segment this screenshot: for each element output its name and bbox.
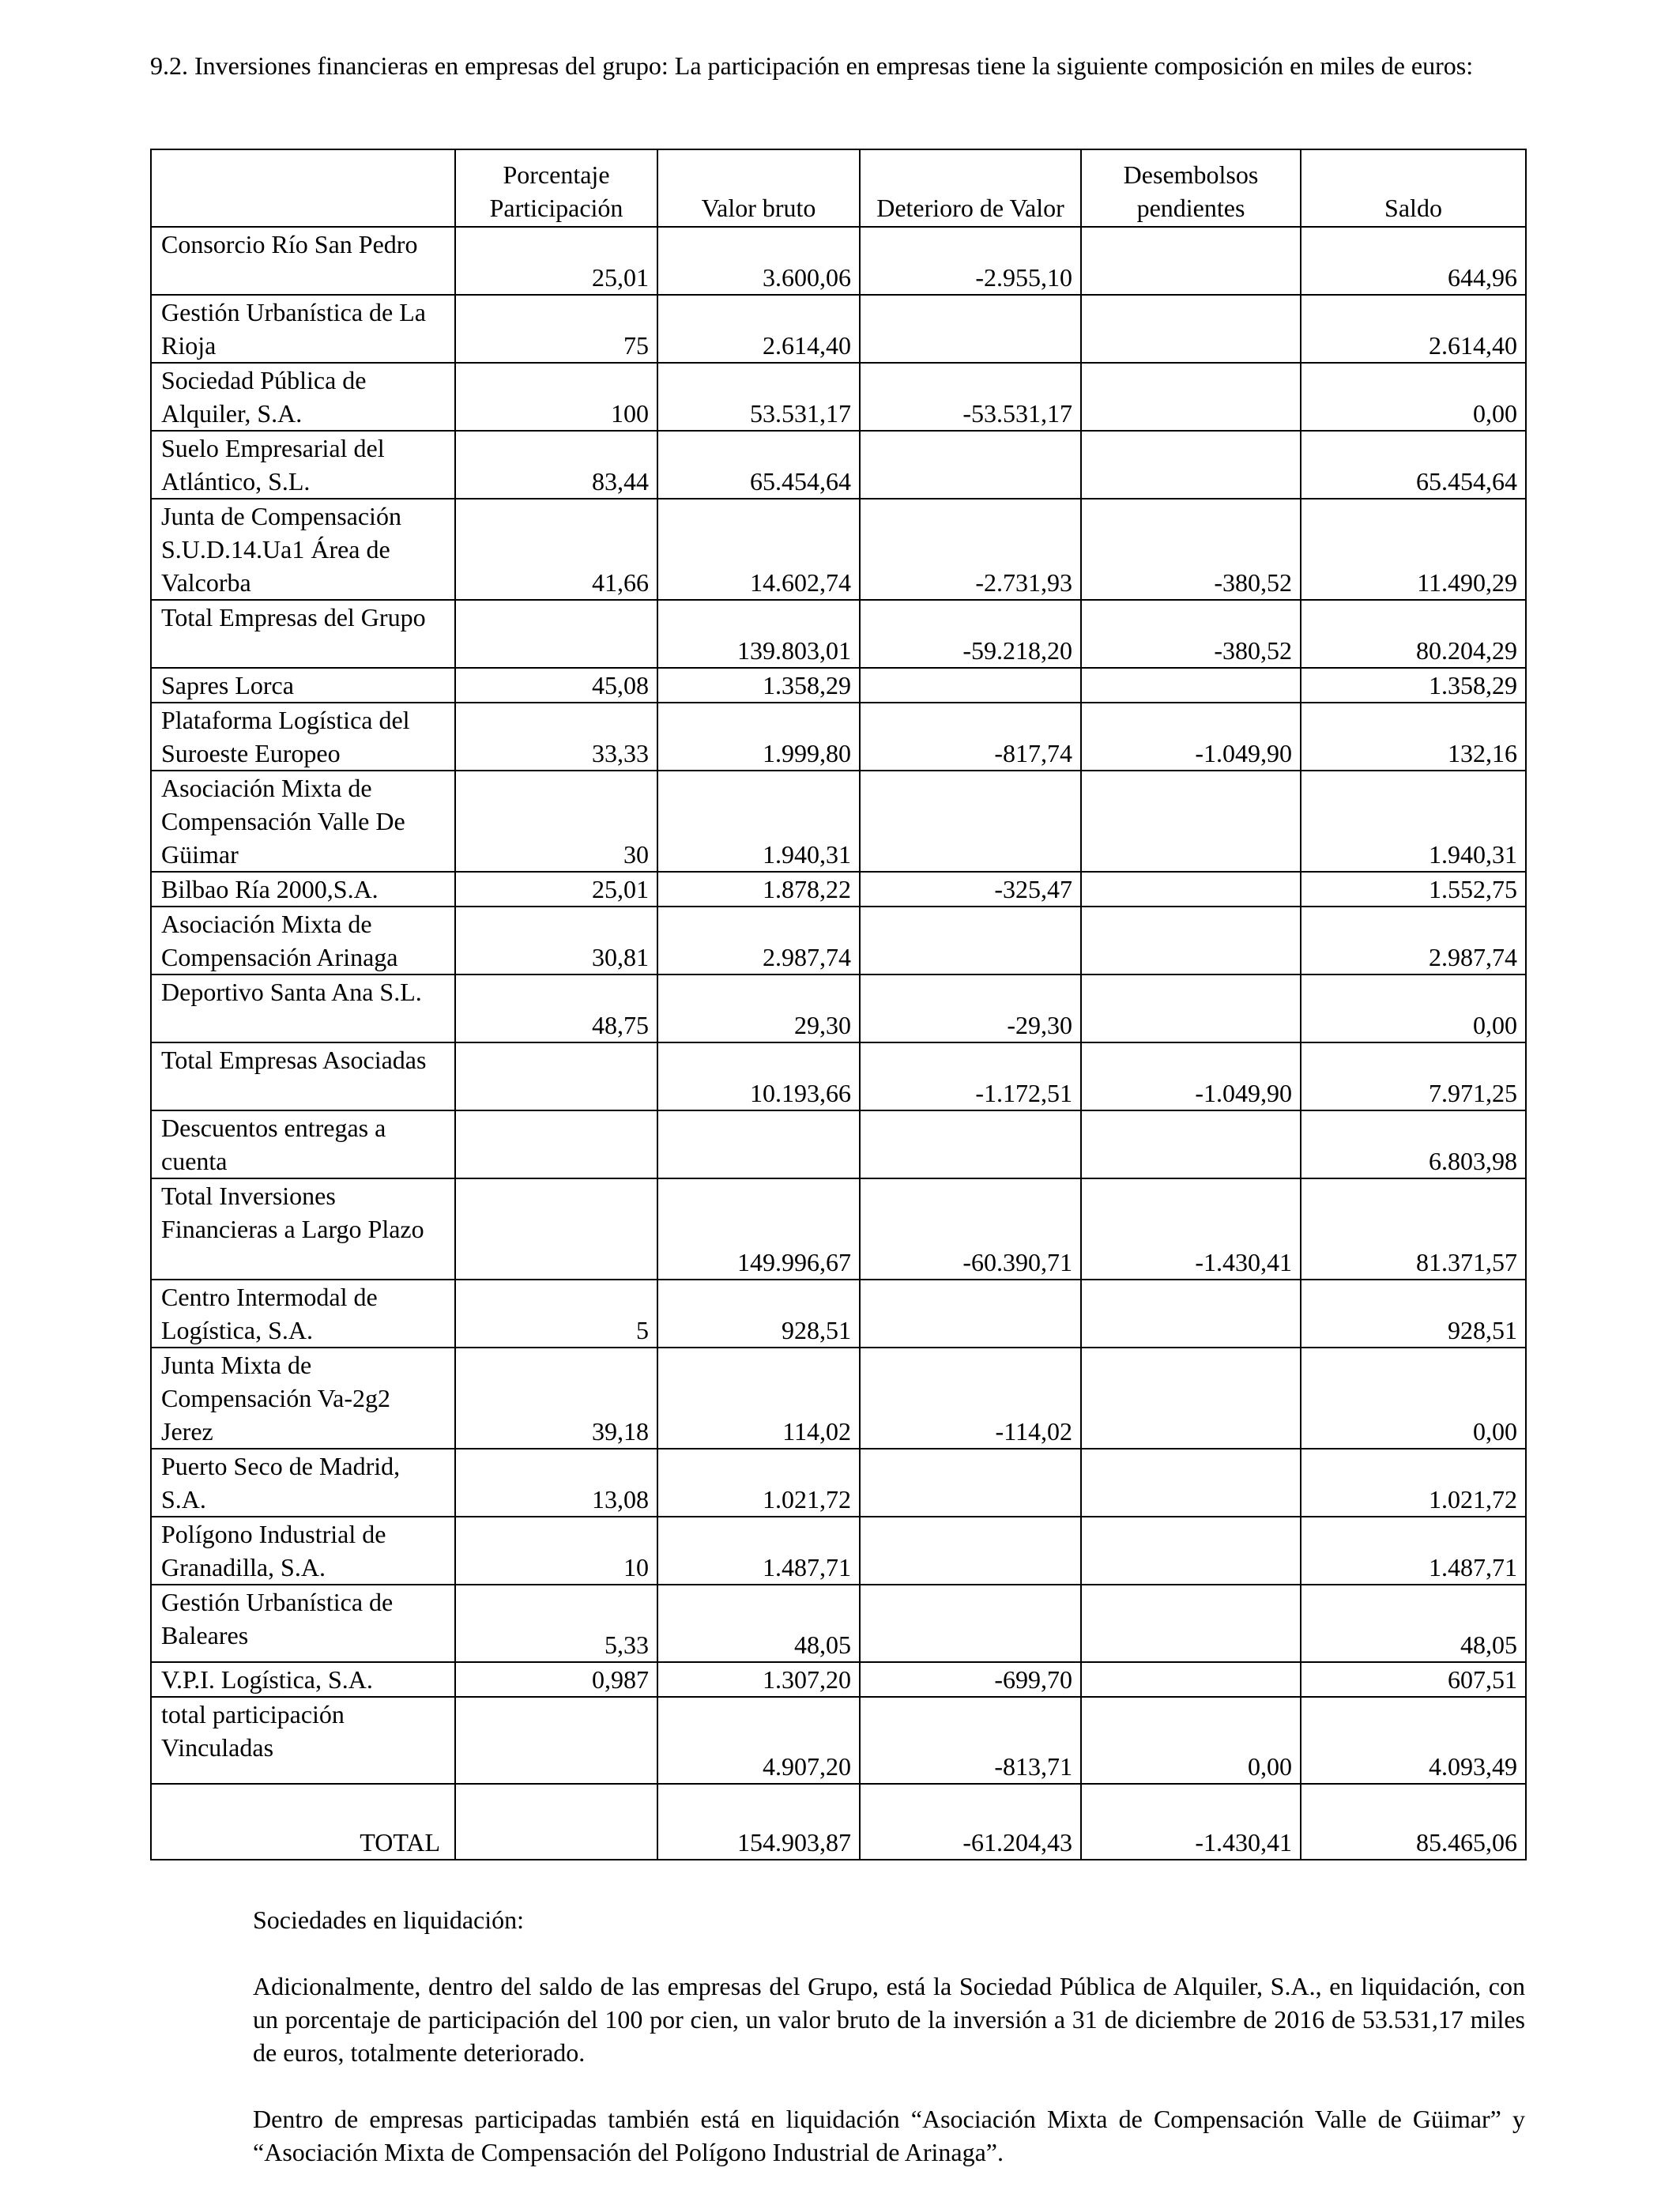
cell-saldo: 4.093,49 [1301, 1697, 1526, 1784]
cell-saldo: 1.487,71 [1301, 1517, 1526, 1585]
cell-deterioro: -29,30 [860, 974, 1081, 1042]
cell-pct: 48,75 [455, 974, 657, 1042]
cell-bruto: 149.996,67 [657, 1178, 860, 1280]
cell-name: Gestión Urbanística de La Rioja [151, 295, 455, 363]
cell-name: Descuentos entregas a cuenta [151, 1110, 455, 1178]
cell-deterioro: -813,71 [860, 1697, 1081, 1784]
cell-name: Total Empresas Asociadas [151, 1042, 455, 1110]
cell-deterioro [860, 771, 1081, 872]
cell-saldo: 0,00 [1301, 363, 1526, 431]
cell-saldo: 11.490,29 [1301, 499, 1526, 600]
cell-saldo: 7.971,25 [1301, 1042, 1526, 1110]
cell-desembolsos [1081, 431, 1301, 499]
cell-pct: 45,08 [455, 668, 657, 703]
cell-desembolsos: -380,52 [1081, 499, 1301, 600]
table-row [151, 974, 1526, 1042]
cell-saldo: 928,51 [1301, 1280, 1526, 1348]
cell-name: V.P.I. Logística, S.A. [151, 1662, 455, 1697]
cell-bruto: 139.803,01 [657, 600, 860, 668]
table-row [151, 771, 1526, 872]
cell-name: Sociedad Pública de Alquiler, S.A. [151, 363, 455, 431]
cell-pct [455, 600, 657, 668]
cell-name: Deportivo Santa Ana S.L. [151, 974, 455, 1042]
intro-text: 9.2. Inversiones financieras en empresas del grupo: La participación en empresas tiene la siguiente composición en miles de euros: [150, 51, 1474, 80]
total-deterioro: -61.204,43 [860, 1784, 1081, 1860]
cell-deterioro [860, 431, 1081, 499]
cell-saldo: 607,51 [1301, 1662, 1526, 1697]
table-row [151, 431, 1526, 499]
cell-name: Asociación Mixta de Compensación Arinaga [151, 907, 455, 974]
cell-name: Total Empresas del Grupo [151, 600, 455, 668]
cell-pct: 41,66 [455, 499, 657, 600]
cell-desembolsos [1081, 295, 1301, 363]
total-bruto: 154.903,87 [657, 1784, 860, 1860]
table-row [151, 1110, 1526, 1178]
cell-name: Bilbao Ría 2000,S.A. [151, 872, 455, 907]
cell-deterioro: -699,70 [860, 1662, 1081, 1697]
cell-desembolsos [1081, 363, 1301, 431]
table-row [151, 872, 1526, 907]
cell-saldo: 2.614,40 [1301, 295, 1526, 363]
table-row [151, 499, 1526, 600]
cell-pct [455, 1697, 657, 1784]
cell-name: Plataforma Logística del Suroeste Europeo [151, 703, 455, 771]
cell-desembolsos [1081, 771, 1301, 872]
cell-saldo: 1.940,31 [1301, 771, 1526, 872]
table-row [151, 1348, 1526, 1449]
cell-bruto: 2.987,74 [657, 907, 860, 974]
cell-desembolsos [1081, 1280, 1301, 1348]
cell-bruto: 29,30 [657, 974, 860, 1042]
cell-pct: 83,44 [455, 431, 657, 499]
cell-pct [455, 1110, 657, 1178]
cell-name: Asociación Mixta de Compensación Valle De Güimar [151, 771, 455, 872]
cell-desembolsos [1081, 1517, 1301, 1585]
cell-pct [455, 1042, 657, 1110]
total-label: TOTAL [151, 1784, 455, 1860]
cell-saldo: 1.021,72 [1301, 1449, 1526, 1517]
cell-desembolsos: 0,00 [1081, 1697, 1301, 1784]
cell-bruto: 65.454,64 [657, 431, 860, 499]
cell-pct: 0,987 [455, 1662, 657, 1697]
cell-bruto: 1.021,72 [657, 1449, 860, 1517]
cell-desembolsos [1081, 1110, 1301, 1178]
total-desembolsos: -1.430,41 [1081, 1784, 1301, 1860]
cell-bruto: 1.878,22 [657, 872, 860, 907]
table-row [151, 227, 1526, 295]
table-row [151, 907, 1526, 974]
cell-saldo: 48,05 [1301, 1585, 1526, 1662]
cell-pct: 30 [455, 771, 657, 872]
cell-deterioro: -1.172,51 [860, 1042, 1081, 1110]
cell-name: Suelo Empresarial del Atlántico, S.L. [151, 431, 455, 499]
cell-deterioro: -114,02 [860, 1348, 1081, 1449]
cell-deterioro: -53.531,17 [860, 363, 1081, 431]
participation-table [150, 149, 1527, 1860]
table-row [151, 1042, 1526, 1110]
cell-name: Sapres Lorca [151, 668, 455, 703]
cell-deterioro: -2.731,93 [860, 499, 1081, 600]
cell-name: Centro Intermodal de Logística, S.A. [151, 1280, 455, 1348]
cell-pct: 33,33 [455, 703, 657, 771]
header-porcentaje: Porcentaje Participación [455, 149, 657, 227]
cell-saldo: 0,00 [1301, 974, 1526, 1042]
cell-pct: 5 [455, 1280, 657, 1348]
cell-bruto: 2.614,40 [657, 295, 860, 363]
header-empresa [151, 149, 455, 227]
cell-desembolsos [1081, 1662, 1301, 1697]
table-row [151, 703, 1526, 771]
cell-pct: 25,01 [455, 227, 657, 295]
cell-saldo: 1.358,29 [1301, 668, 1526, 703]
cell-desembolsos: -1.049,90 [1081, 1042, 1301, 1110]
table-total-row [151, 1784, 1526, 1860]
cell-desembolsos [1081, 907, 1301, 974]
cell-bruto: 1.999,80 [657, 703, 860, 771]
cell-name: Junta Mixta de Compensación Va-2g2 Jerez [151, 1348, 455, 1449]
header-deterioro: Deterioro de Valor [860, 149, 1081, 227]
table-row [151, 1585, 1526, 1662]
table-row [151, 1662, 1526, 1697]
cell-name: total participación Vinculadas [151, 1697, 455, 1784]
cell-deterioro [860, 668, 1081, 703]
cell-name: Junta de Compensación S.U.D.14.Ua1 Área de Valcorba [151, 499, 455, 600]
cell-name: Total Inversiones Financieras a Largo Plazo [151, 1178, 455, 1280]
cell-deterioro: -60.390,71 [860, 1178, 1081, 1280]
cell-pct [455, 1178, 657, 1280]
cell-desembolsos [1081, 872, 1301, 907]
cell-bruto: 1.940,31 [657, 771, 860, 872]
cell-saldo: 6.803,98 [1301, 1110, 1526, 1178]
cell-deterioro: -59.218,20 [860, 600, 1081, 668]
table-row [151, 1178, 1526, 1280]
cell-desembolsos [1081, 1585, 1301, 1662]
table-body [151, 227, 1526, 1860]
table-header-row [151, 149, 1526, 227]
cell-bruto: 928,51 [657, 1280, 860, 1348]
cell-desembolsos [1081, 668, 1301, 703]
table-row [151, 1697, 1526, 1784]
paragraph-2: Dentro de empresas participadas también está en liquidación “Asociación Mixta de Compensación Valle de Güimar” y “Asociación Mixta de Compensación del Polígono Industrial de Arinaga”. [253, 2105, 1525, 2166]
cell-deterioro [860, 1517, 1081, 1585]
total-pct [455, 1784, 657, 1860]
cell-bruto: 53.531,17 [657, 363, 860, 431]
cell-desembolsos [1081, 1449, 1301, 1517]
cell-bruto: 48,05 [657, 1585, 860, 1662]
cell-name: Gestión Urbanística de Baleares [151, 1585, 455, 1662]
cell-bruto: 4.907,20 [657, 1697, 860, 1784]
cell-pct: 75 [455, 295, 657, 363]
cell-pct: 39,18 [455, 1348, 657, 1449]
cell-bruto: 1.307,20 [657, 1662, 860, 1697]
table-row [151, 1449, 1526, 1517]
cell-desembolsos: -380,52 [1081, 600, 1301, 668]
cell-saldo: 65.454,64 [1301, 431, 1526, 499]
cell-saldo: 132,16 [1301, 703, 1526, 771]
cell-name: Consorcio Río San Pedro [151, 227, 455, 295]
cell-deterioro [860, 907, 1081, 974]
cell-deterioro: -817,74 [860, 703, 1081, 771]
table-row [151, 600, 1526, 668]
table-row [151, 363, 1526, 431]
cell-pct: 25,01 [455, 872, 657, 907]
total-saldo: 85.465,06 [1301, 1784, 1526, 1860]
cell-bruto: 1.358,29 [657, 668, 860, 703]
cell-bruto: 114,02 [657, 1348, 860, 1449]
cell-bruto: 14.602,74 [657, 499, 860, 600]
cell-desembolsos: -1.430,41 [1081, 1178, 1301, 1280]
table-row [151, 1517, 1526, 1585]
table-row [151, 1280, 1526, 1348]
cell-deterioro [860, 1110, 1081, 1178]
cell-deterioro [860, 1449, 1081, 1517]
cell-deterioro [860, 1585, 1081, 1662]
cell-desembolsos [1081, 1348, 1301, 1449]
cell-deterioro: -325,47 [860, 872, 1081, 907]
cell-pct: 5,33 [455, 1585, 657, 1662]
cell-saldo: 80.204,29 [1301, 600, 1526, 668]
cell-bruto [657, 1110, 860, 1178]
cell-bruto: 1.487,71 [657, 1517, 860, 1585]
header-desembolsos: Desembolsos pendientes [1081, 149, 1301, 227]
cell-deterioro [860, 1280, 1081, 1348]
cell-desembolsos [1081, 227, 1301, 295]
cell-desembolsos: -1.049,90 [1081, 703, 1301, 771]
cell-pct: 13,08 [455, 1449, 657, 1517]
header-valor-bruto: Valor bruto [657, 149, 860, 227]
liquidacion-heading: Sociedades en liquidación: [253, 1906, 525, 1934]
cell-saldo: 0,00 [1301, 1348, 1526, 1449]
cell-bruto: 10.193,66 [657, 1042, 860, 1110]
cell-saldo: 1.552,75 [1301, 872, 1526, 907]
header-saldo: Saldo [1301, 149, 1526, 227]
cell-deterioro: -2.955,10 [860, 227, 1081, 295]
cell-name: Puerto Seco de Madrid, S.A. [151, 1449, 455, 1517]
cell-saldo: 81.371,57 [1301, 1178, 1526, 1280]
paragraph-1: Adicionalmente, dentro del saldo de las empresas del Grupo, está la Sociedad Pública de Alquiler, S.A., en liquidación, con un porcentaje de participación del 100 por cien, un valor bruto de la inversión a 31 de diciembre de 2016 de 53.531,17 miles de euros, totalmente deteriorado. [253, 1972, 1525, 2067]
table-row [151, 295, 1526, 363]
cell-pct: 30,81 [455, 907, 657, 974]
cell-bruto: 3.600,06 [657, 227, 860, 295]
table-row [151, 668, 1526, 703]
cell-saldo: 644,96 [1301, 227, 1526, 295]
cell-desembolsos [1081, 974, 1301, 1042]
cell-pct: 100 [455, 363, 657, 431]
cell-name: Polígono Industrial de Granadilla, S.A. [151, 1517, 455, 1585]
cell-pct: 10 [455, 1517, 657, 1585]
cell-deterioro [860, 295, 1081, 363]
cell-saldo: 2.987,74 [1301, 907, 1526, 974]
